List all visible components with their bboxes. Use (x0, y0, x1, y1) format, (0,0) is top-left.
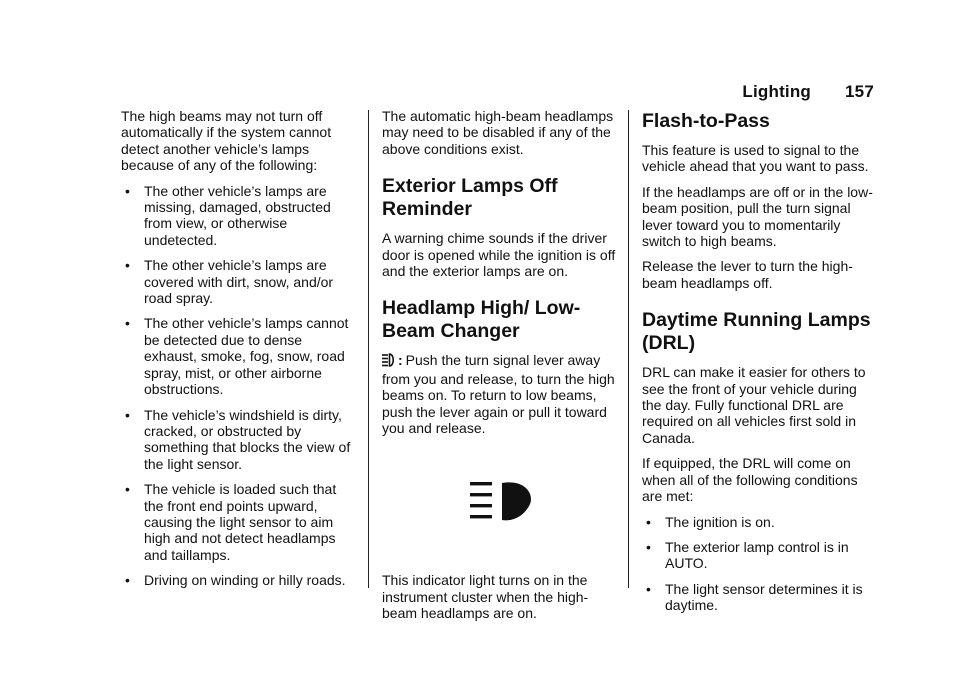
bullet-mark: • (125, 257, 130, 274)
paragraph: This feature is used to signal to the vehicle ahead that you want to pass. (642, 142, 869, 175)
list-item-text: The vehicle is loaded such that the front end points upward, causing the light sensor to aim high and not detect headlamps and taillamps. (144, 481, 337, 563)
list-item (121, 257, 357, 306)
paragraph: The automatic high-beam headlamps may need to be disabled if any of the above conditions exist. (382, 108, 614, 157)
high-beam-indicator-icon (382, 462, 618, 542)
flash-to-pass-heading: Flash-to-Pass (642, 110, 770, 132)
paragraph: The high beams may not turn off automatically if the system cannot detect another vehicle’s lamps because of any of the following: (121, 108, 332, 174)
list-item (121, 183, 357, 249)
list-item (642, 514, 878, 530)
list-item-text: The other vehicle’s lamps cannot be detected due to dense exhaust, smoke, fog, snow, road spray, mist, or other airborne obstructions. (144, 315, 349, 398)
paragraph (382, 352, 618, 436)
bullet-mark: • (125, 406, 130, 423)
paragraph: Release the lever to turn the high-beam headlamps off. (642, 258, 853, 291)
exterior-lamps-heading: Exterior Lamps Off Reminder (382, 175, 558, 221)
column-2 (382, 108, 618, 631)
column-divider (368, 110, 369, 588)
drl-heading: Daytime Running Lamps (DRL) (642, 309, 871, 355)
page-header (742, 82, 874, 102)
bullet-mark: • (646, 538, 651, 555)
list-item-text: The other vehicle’s lamps are covered with dirt, snow, and/or road spray. (144, 257, 334, 307)
list-item-text: The other vehicle’s lamps are missing, damaged, obstructed from view, or otherwise undetected. (144, 182, 331, 248)
icon-colon: : (398, 352, 403, 369)
column-1 (121, 108, 357, 598)
column-3 (642, 108, 878, 623)
list-item (121, 572, 357, 588)
paragraph: This indicator light turns on in the instrument cluster when the high-beam headlamps are on. (382, 572, 589, 622)
bullet-mark: • (125, 182, 130, 199)
high-beam-icon (382, 353, 395, 370)
high-low-beam-heading: Headlamp High/ Low-Beam Changer (382, 297, 581, 343)
bullet-list (121, 183, 357, 589)
bullet-list (642, 514, 878, 614)
list-item-text: The light sensor determines it is daytime. (665, 580, 863, 614)
list-item-text: The vehicle’s windshield is dirty, cracked, or obstructed by something that blocks the view of the light sensor. (144, 406, 351, 472)
list-item (121, 315, 357, 397)
list-item (121, 481, 357, 563)
paragraph-text: Push the turn signal lever away from you and release, to turn the high beams on. To return to low beams, push the lever again or pull it toward you and release. (382, 352, 615, 437)
list-item (642, 581, 878, 614)
paragraph: A warning chime sounds if the driver door is opened while the ignition is off and the exterior lamps are on. (382, 230, 616, 280)
bullet-mark: • (646, 513, 651, 530)
section-title: Lighting (742, 82, 812, 101)
paragraph: DRL can make it easier for others to see the front of your vehicle during the day. Fully functional DRL are required on all vehicles first sold in Canada. (642, 364, 866, 446)
bullet-mark: • (125, 481, 130, 498)
list-item (642, 539, 878, 572)
paragraph: If equipped, the DRL will come on when all of the following conditions are met: (642, 455, 858, 505)
page-number: 157 (845, 82, 874, 101)
list-item-text: The ignition is on. (665, 513, 775, 530)
bullet-mark: • (646, 580, 651, 597)
bullet-mark: • (125, 572, 130, 589)
list-item-text: The exterior lamp control is in AUTO. (665, 538, 849, 572)
bullet-mark: • (125, 315, 130, 332)
column-divider (628, 110, 629, 588)
list-item-text: Driving on winding or hilly roads. (144, 572, 346, 589)
paragraph: If the headlamps are off or in the low-beam position, pull the turn signal lever toward you to momentarily switch to high beams. (642, 183, 873, 250)
list-item (121, 407, 357, 473)
